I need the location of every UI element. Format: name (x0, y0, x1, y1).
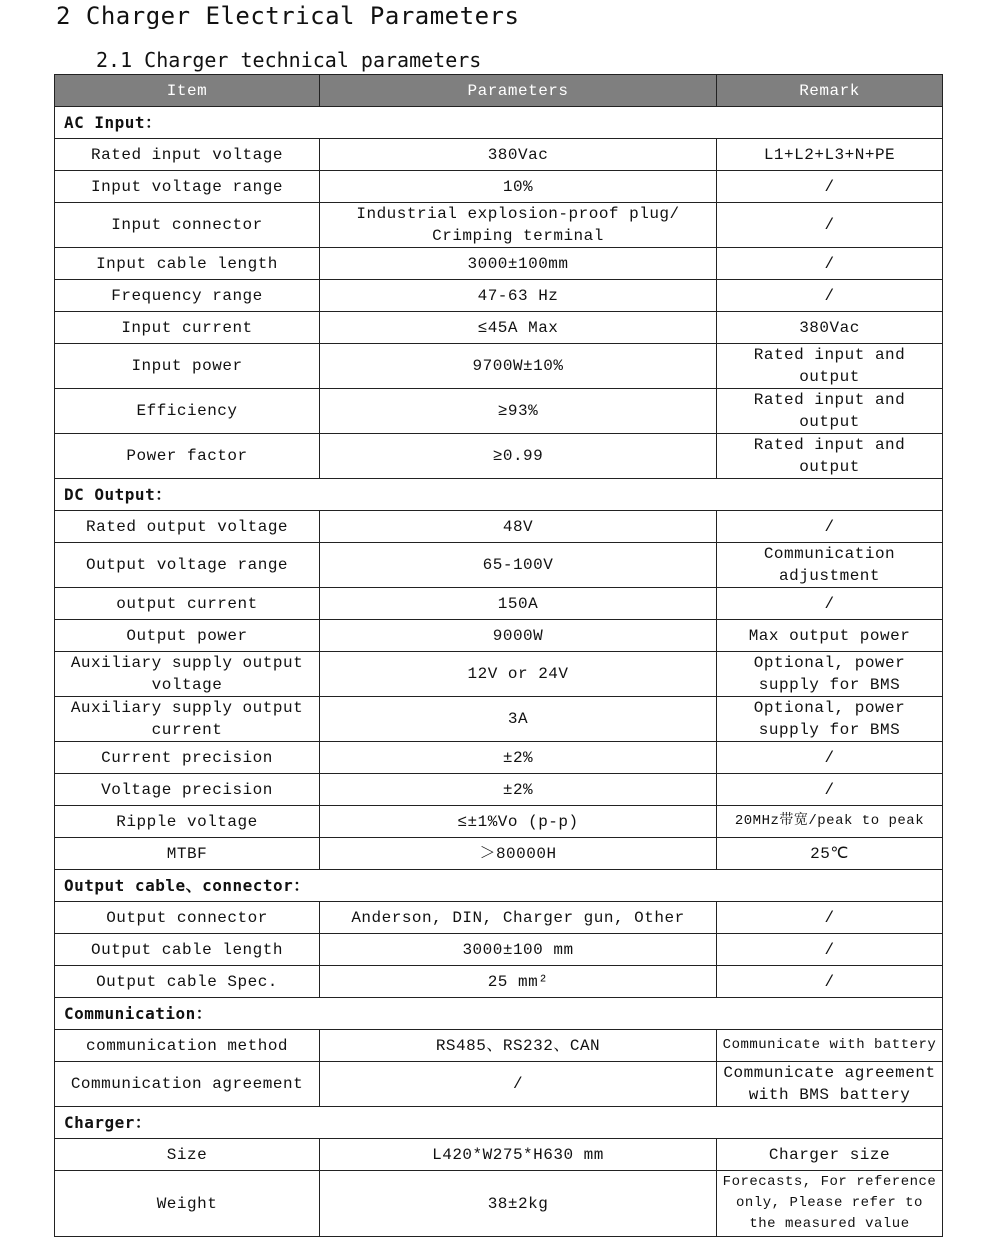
parameter-cell: ≤45A Max (320, 312, 717, 344)
parameter-cell: L420*W275*H630 mm (320, 1139, 717, 1171)
parameter-cell: ≤±1%Vo (p-p) (320, 806, 717, 838)
remark-cell: / (717, 171, 943, 203)
table-row (55, 934, 943, 966)
item-cell: Frequency range (55, 280, 320, 312)
parameter-cell: ±2% (320, 774, 717, 806)
table-row (55, 511, 943, 543)
remark-cell: Optional, power supply for BMS (717, 652, 943, 697)
table-row (55, 838, 943, 870)
table-row (55, 697, 943, 742)
remark-cell: Communicate agreement with BMS battery (717, 1062, 943, 1107)
section-row-charger (55, 1107, 943, 1139)
parameter-cell: RS485、RS232、CAN (320, 1030, 717, 1062)
item-cell: Power factor (55, 434, 320, 479)
parameter-cell: 380Vac (320, 139, 717, 171)
column-header-remark: Remark (717, 75, 943, 107)
section-row-output-cable (55, 870, 943, 902)
table-row (55, 280, 943, 312)
column-header-item: Item (55, 75, 320, 107)
remark-cell: / (717, 934, 943, 966)
remark-cell: 20MHz带宽/peak to peak (717, 806, 943, 838)
item-cell: Voltage precision (55, 774, 320, 806)
item-cell: Weight (55, 1171, 320, 1237)
remark-cell: / (717, 774, 943, 806)
item-cell: Rated input voltage (55, 139, 320, 171)
remark-cell: / (717, 902, 943, 934)
section-row-dc-output (55, 479, 943, 511)
remark-cell: Rated input and output (717, 434, 943, 479)
parameter-cell: 48V (320, 511, 717, 543)
item-cell: communication method (55, 1030, 320, 1062)
item-cell: Output cable length (55, 934, 320, 966)
table-row (55, 1171, 943, 1237)
table-row (55, 543, 943, 588)
parameter-cell: / (320, 1062, 717, 1107)
item-cell: Input current (55, 312, 320, 344)
item-cell: Output cable Spec. (55, 966, 320, 998)
parameter-cell: 12V or 24V (320, 652, 717, 697)
table-row (55, 806, 943, 838)
item-cell: Auxiliary supply output current (55, 697, 320, 742)
table-row (55, 652, 943, 697)
parameter-cell: 47-63 Hz (320, 280, 717, 312)
remark-cell: / (717, 511, 943, 543)
item-cell: Output voltage range (55, 543, 320, 588)
section-title: Output cable、connector： (55, 870, 943, 902)
remark-cell: Charger size (717, 1139, 943, 1171)
section-row-ac-input (55, 107, 943, 139)
table-row (55, 774, 943, 806)
item-cell: Current precision (55, 742, 320, 774)
table-row (55, 344, 943, 389)
remark-cell: Rated input and output (717, 344, 943, 389)
section-title: Communication： (55, 998, 943, 1030)
table-row (55, 588, 943, 620)
section-title: AC Input： (55, 107, 943, 139)
table-row (55, 389, 943, 434)
parameter-cell: 3000±100 mm (320, 934, 717, 966)
parameter-cell: 25 mm² (320, 966, 717, 998)
column-header-parameters: Parameters (320, 75, 717, 107)
remark-cell: / (717, 203, 943, 248)
table-row (55, 1139, 943, 1171)
remark-cell: L1+L2+L3+N+PE (717, 139, 943, 171)
subsection-heading: 2.1 Charger technical parameters (96, 48, 482, 72)
item-cell: Size (55, 1139, 320, 1171)
table-row (55, 171, 943, 203)
remark-cell: Optional, power supply for BMS (717, 697, 943, 742)
item-cell: Rated output voltage (55, 511, 320, 543)
remark-cell: / (717, 742, 943, 774)
parameter-cell: ≥0.99 (320, 434, 717, 479)
parameter-cell: Anderson, DIN, Charger gun, Other (320, 902, 717, 934)
table-header-row (55, 75, 943, 107)
item-cell: Ripple voltage (55, 806, 320, 838)
table-row (55, 434, 943, 479)
parameter-cell: 3000±100mm (320, 248, 717, 280)
section-title: Charger： (55, 1107, 943, 1139)
parameter-cell: ±2% (320, 742, 717, 774)
remark-cell: 380Vac (717, 312, 943, 344)
parameter-cell: 150A (320, 588, 717, 620)
table-row (55, 966, 943, 998)
table-row (55, 1030, 943, 1062)
parameter-cell: 9700W±10% (320, 344, 717, 389)
item-cell: Input power (55, 344, 320, 389)
table-row (55, 203, 943, 248)
table-row (55, 902, 943, 934)
parameter-cell: 3A (320, 697, 717, 742)
remark-cell: / (717, 588, 943, 620)
parameter-cell: 65-100V (320, 543, 717, 588)
table-row (55, 1062, 943, 1107)
remark-cell: / (717, 966, 943, 998)
remark-cell: Rated input and output (717, 389, 943, 434)
remark-cell: / (717, 248, 943, 280)
parameter-cell: ≥93% (320, 389, 717, 434)
table-row (55, 742, 943, 774)
parameter-cell: 10% (320, 171, 717, 203)
parameter-cell: 38±2kg (320, 1171, 717, 1237)
section-row-communication (55, 998, 943, 1030)
parameters-table (54, 74, 943, 1237)
item-cell: output current (55, 588, 320, 620)
item-cell: Communication agreement (55, 1062, 320, 1107)
remark-cell: Forecasts, For reference only, Please refer to the measured value (717, 1171, 943, 1237)
remark-cell: Max output power (717, 620, 943, 652)
item-cell: Auxiliary supply output voltage (55, 652, 320, 697)
remark-cell: 25℃ (717, 838, 943, 870)
remark-cell: Communication adjustment (717, 543, 943, 588)
parameter-cell: ＞80000H (320, 838, 717, 870)
item-cell: MTBF (55, 838, 320, 870)
item-cell: Input connector (55, 203, 320, 248)
parameter-cell: 9000W (320, 620, 717, 652)
table-row (55, 312, 943, 344)
item-cell: Output power (55, 620, 320, 652)
item-cell: Output connector (55, 902, 320, 934)
table-row (55, 620, 943, 652)
parameter-cell: Industrial explosion-proof plug/ Crimping terminal (320, 203, 717, 248)
remark-cell: / (717, 280, 943, 312)
section-heading: 2 Charger Electrical Parameters (56, 2, 520, 30)
table-row (55, 139, 943, 171)
section-title: DC Output： (55, 479, 943, 511)
table-row (55, 248, 943, 280)
item-cell: Efficiency (55, 389, 320, 434)
remark-cell: Communicate with battery (717, 1030, 943, 1062)
item-cell: Input cable length (55, 248, 320, 280)
item-cell: Input voltage range (55, 171, 320, 203)
